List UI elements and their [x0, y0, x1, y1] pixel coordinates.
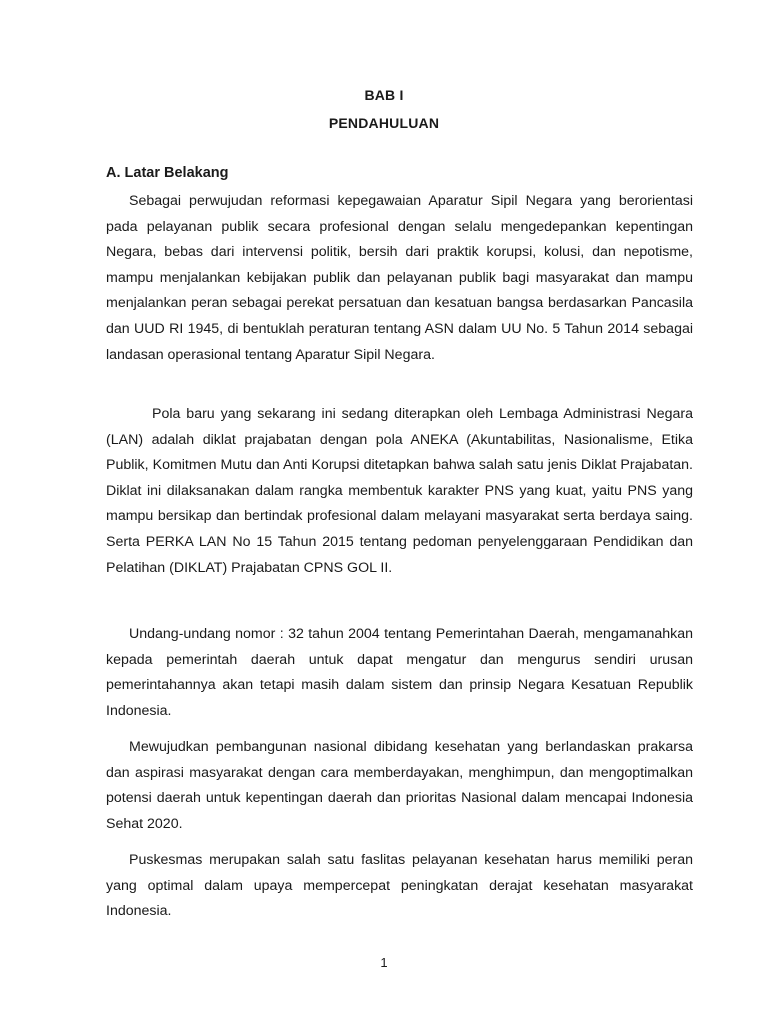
page-number: 1	[380, 955, 388, 970]
paragraph-3: Undang-undang nomor : 32 tahun 2004 tentang Pemerintahan Daerah, mengamanahkan kepada pemerintah daerah untuk dapat mengatur dan mengurus sendiri urusan pemerintahannya akan tetapi masih dalam sistem dan prinsip Negara Kesatuan Republik Indonesia.	[106, 626, 693, 719]
paragraph-4: Mewujudkan pembangunan nasional dibidang kesehatan yang berlandaskan prakarsa dan aspirasi masyarakat dengan cara memberdayakan, menghimpun, dan mengoptimalkan potensi daerah untuk kepentingan daerah dan prioritas Nasional dalam mencapai Indonesia Sehat 2020.	[106, 739, 693, 832]
chapter-title: PENDAHULUAN	[328, 115, 440, 131]
paragraph-1: Sebagai perwujudan reformasi kepegawaian Aparatur Sipil Negara yang berorientasi pada pelayanan publik secara profesional dengan selalu mengedepankan kepentingan Negara, bebas dari intervensi politik, bersih dari praktik korupsi, kolusi, dan nepotisme, mampu menjalankan kebijakan publik dan pelayanan publik bagi masyarakat dan mampu menjalankan peran sebagai perekat persatuan dan kesatuan bangsa berdasarkan Pancasila dan UUD RI 1945, di bentuklah peraturan tentang ASN dalam UU No. 5 Tahun 2014 sebagai landasan operasional tentang Aparatur Sipil Negara.	[106, 193, 693, 363]
section-heading: A. Latar Belakang	[106, 165, 229, 181]
paragraph-5: Puskesmas merupakan salah satu faslitas pelayanan kesehatan harus memiliki peran yang optimal dalam upaya mempercepat peningkatan derajat kesehatan masyarakat Indonesia.	[106, 852, 693, 920]
chapter-number: BAB I	[364, 87, 404, 103]
paragraph-2: Pola baru yang sekarang ini sedang diterapkan oleh Lembaga Administrasi Negara (LAN) adalah diklat prajabatan dengan pola ANEKA (Akuntabilitas, Nasionalisme, Etika Publik, Komitmen Mutu dan Anti Korupsi ditetapkan bahwa salah satu jenis Diklat Prajabatan. Diklat ini dilaksanakan dalam rangka membentuk karakter PNS yang kuat, yaitu PNS yang mampu bersikap dan bertindak profesional dalam melayani masyarakat serta berdaya saing. Serta PERKA LAN No 15 Tahun 2015 tentang pedoman penyelenggaraan Pendidikan dan Pelatihan (DIKLAT) Prajabatan CPNS GOL II.	[106, 406, 693, 576]
